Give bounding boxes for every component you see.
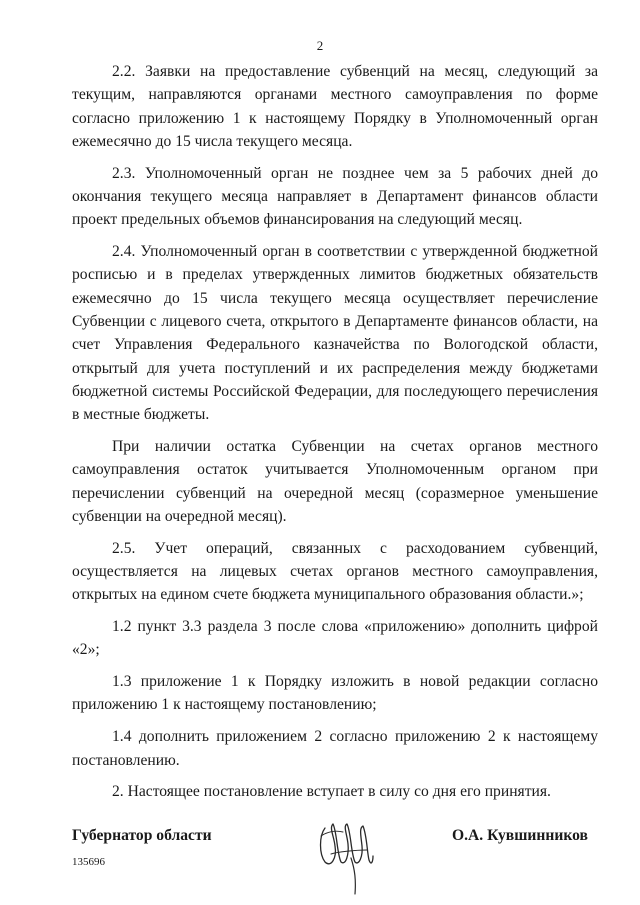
- signer-position: Губернатор области: [72, 827, 212, 844]
- signer-name: О.А. Кувшинников: [452, 827, 588, 844]
- paragraph-remainder: При наличии остатка Субвенции на счетах органов местного самоуправления остаток учитывается Уполномоченным органом при перечислении субвенций на очередной месяц (соразмерное уменьшение субвенции на очередной месяц).: [72, 437, 598, 525]
- paragraph-2-4: 2.4. Уполномоченный орган в соответствии с утвержденной бюджетной росписью и в пределах утвержденных лимитов бюджетных обязательств ежемесячно до 15 числа текущего месяца осуществляет перечисление Субвенции с лицевого счета, открытого в Департаменте финансов области, на счет Управления Федерального казначейства по Вологодской области, открытый для учета поступлений и их распределения между бюджетами бюджетной системы Российской Федерации, для последующего перечисления в местные бюджеты.: [72, 243, 598, 424]
- paragraph-2-3: 2.3. Уполномоченный орган не позднее чем за 5 рабочих дней до окончания текущего месяца направляет в Департамент финансов области проект предельных объемов финансирования на следующий месяц.: [72, 164, 598, 229]
- document-code: 135696: [72, 856, 105, 868]
- paragraph-1-3: 1.3 приложение 1 к Порядку изложить в новой редакции согласно приложению 1 к настоящему постановлению;: [72, 673, 598, 714]
- document-body: [72, 60, 598, 812]
- paragraph-2-5: 2.5. Учет операций, связанных с расходованием субвенций, осуществляется на лицевых счетах органов местного самоуправления, открытых на едином счете бюджета муниципального образования области.»;: [72, 539, 598, 604]
- paragraph-2: 2. Настоящее постановление вступает в силу со дня его принятия.: [112, 783, 551, 801]
- paragraph-1-4: 1.4 дополнить приложением 2 согласно приложению 2 к настоящему постановлению.: [72, 728, 598, 769]
- page-number: 2: [316, 38, 324, 53]
- paragraph-2-2: 2.2. Заявки на предоставление субвенций на месяц, следующий за текущим, направляются органами местного самоуправления по форме согласно приложению 1 к настоящему Порядку в Уполномоченный орган ежемесячно до 15 числа текущего месяца.: [72, 63, 598, 150]
- paragraph-1-2: 1.2 пункт 3.3 раздела 3 после слова «приложению» дополнить цифрой «2»;: [72, 618, 598, 659]
- handwritten-signature: [315, 806, 377, 898]
